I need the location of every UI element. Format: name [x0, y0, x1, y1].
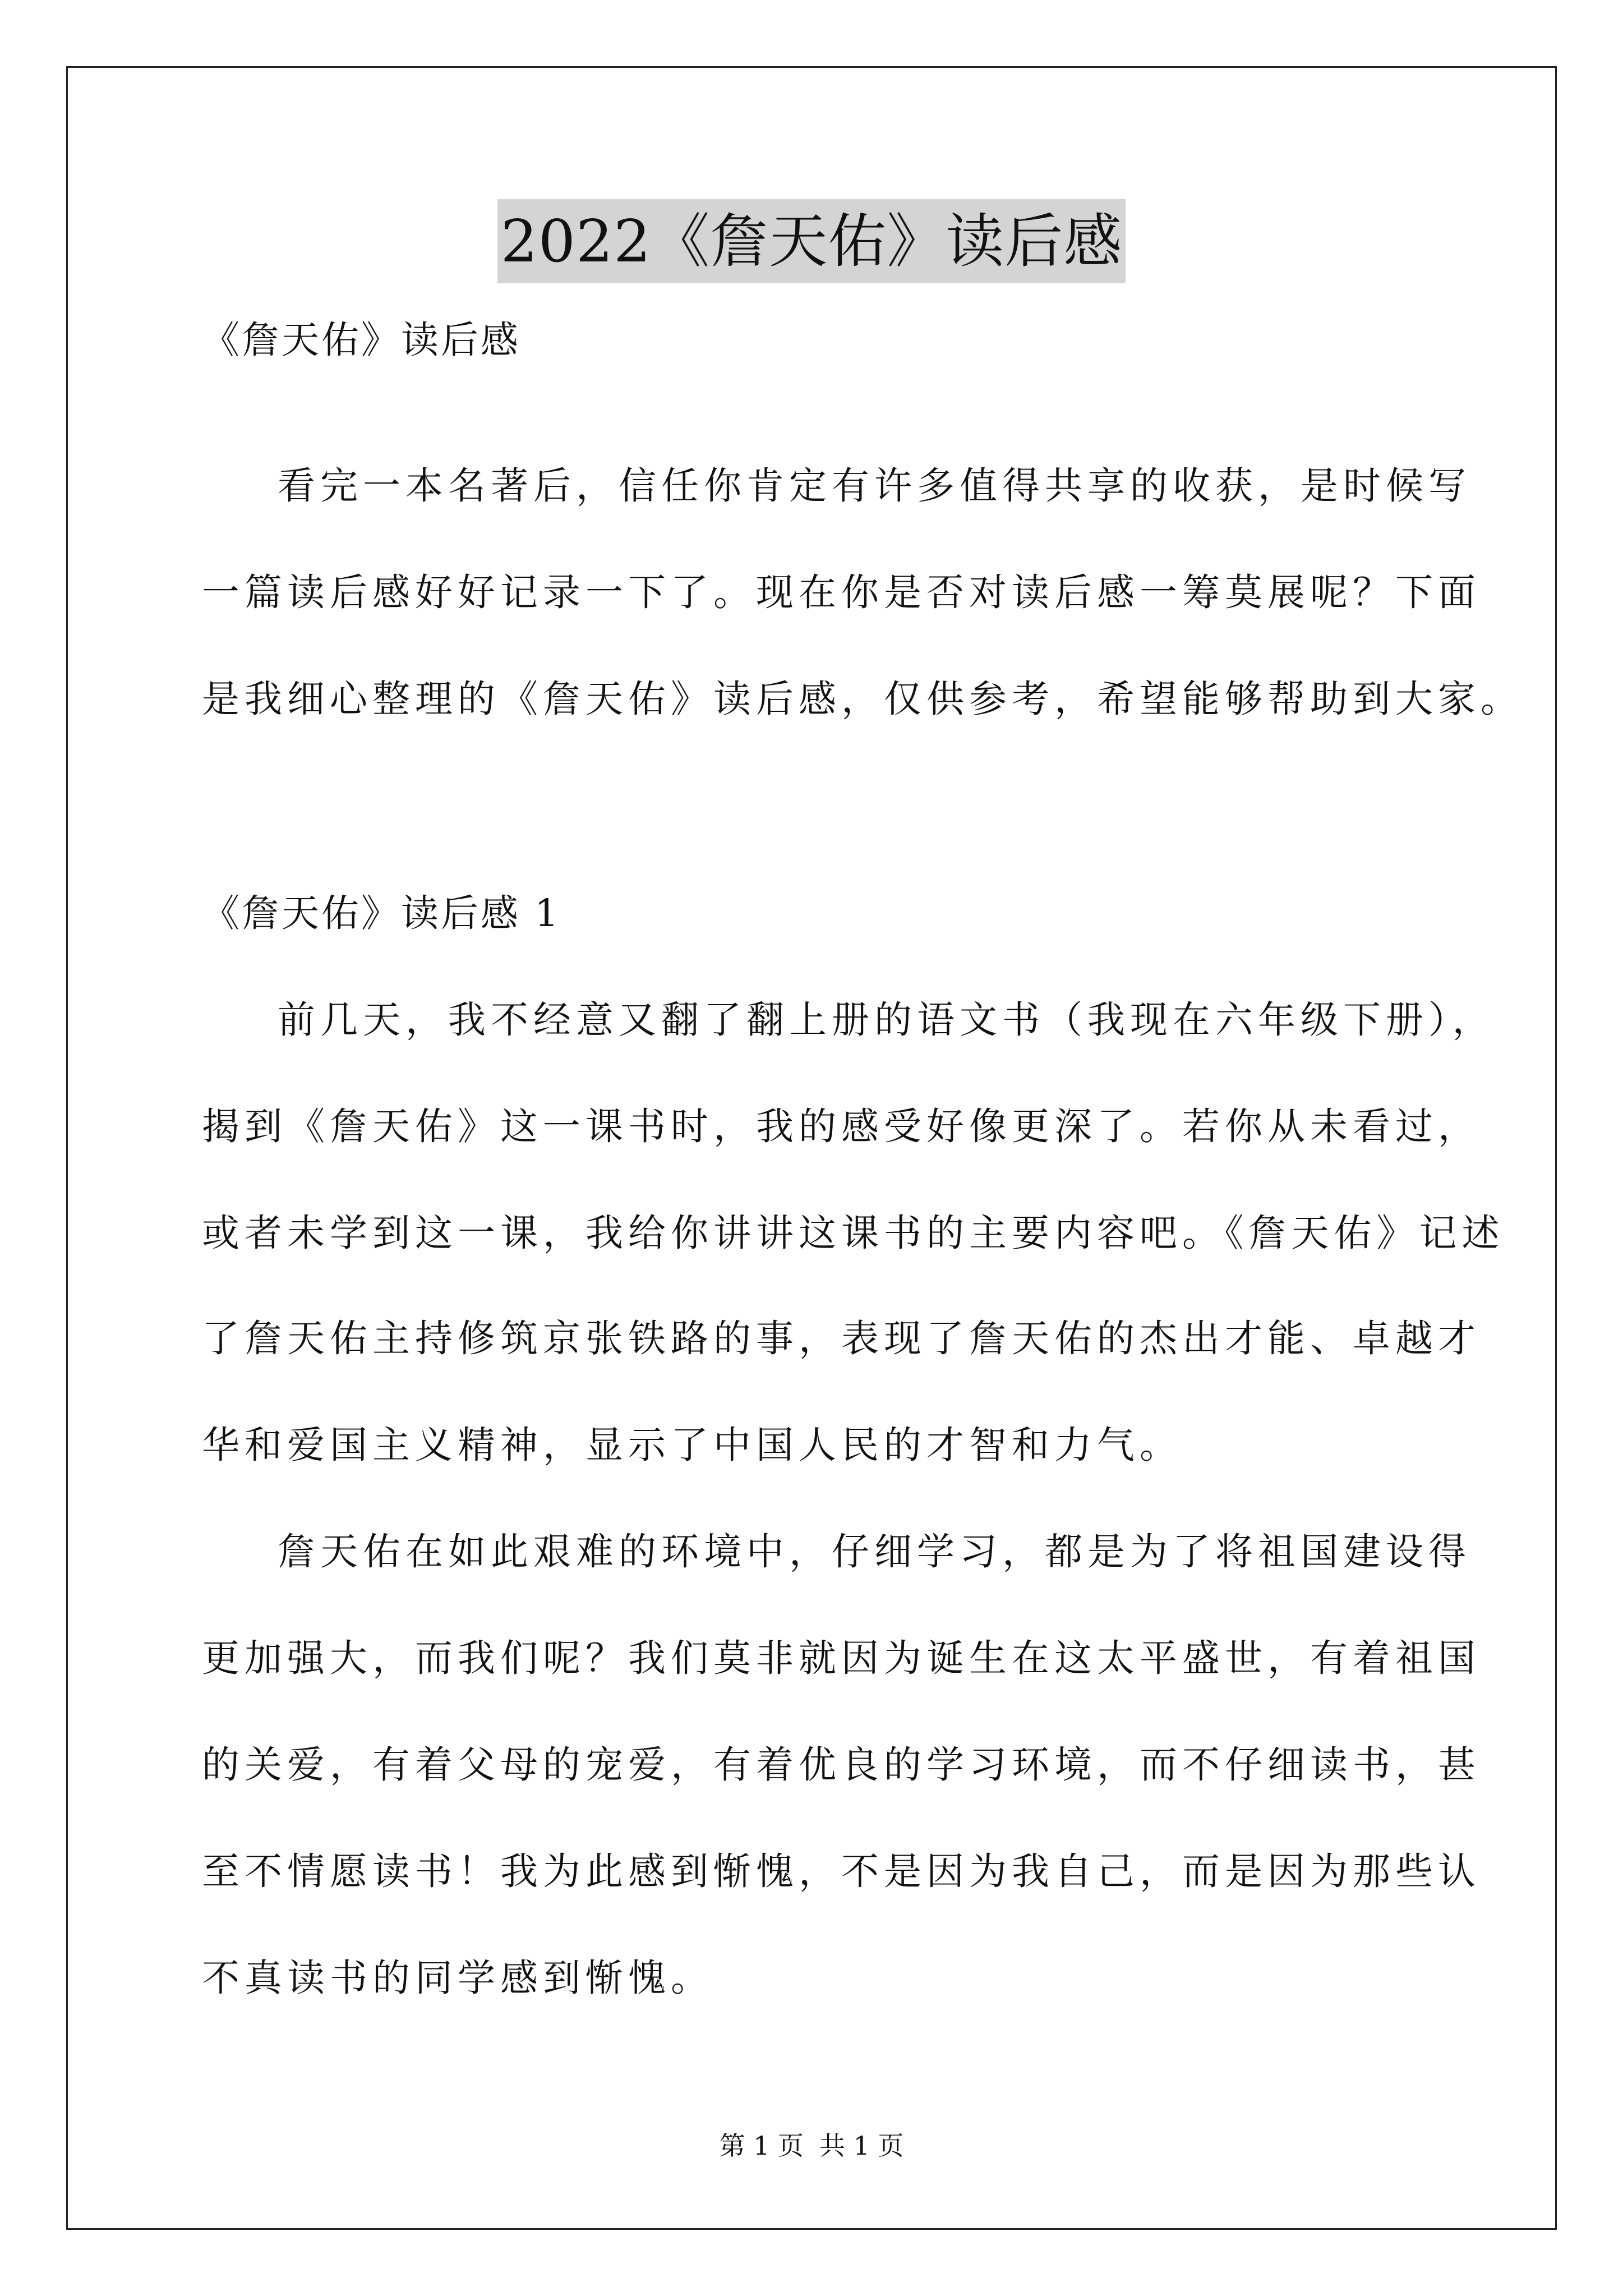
page-current: 第 1 页: [719, 2131, 804, 2161]
para2-line-1: 詹天佑在如此艰难的环境中，仔细学习，都是为了将祖国建设得: [278, 1530, 1471, 1573]
para1-line-2: 揭到《詹天佑》这一课书时，我的感受好像更深了。若你从未看过，: [202, 1105, 1481, 1148]
page-footer: [0, 2129, 1623, 2162]
para1-line-5: 华和爱国主义精神，显示了中国人民的才智和力气。: [202, 1423, 1182, 1467]
page-total: 共 1 页: [819, 2131, 904, 2161]
section1-heading: 《詹天佑》读后感 1: [202, 891, 561, 935]
intro-heading: 《詹天佑》读后感: [202, 318, 520, 362]
intro-line-3: 是我细心整理的《詹天佑》读后感，仅供参考，希望能够帮助到大家。: [202, 677, 1523, 721]
intro-line-2: 一篇读后感好好记录一下了。现在你是否对读后感一筹莫展呢？下面: [202, 570, 1481, 614]
para2-line-2: 更加强大，而我们呢？我们莫非就因为诞生在这太平盛世，有着祖国: [202, 1636, 1481, 1680]
para1-line-3: 或者未学到这一课，我给你讲讲这课书的主要内容吧。《詹天佑》记述: [202, 1211, 1505, 1255]
para2-line-5: 不真读书的同学感到惭愧。: [202, 1956, 713, 2000]
para1-line-4: 了詹天佑主持修筑京张铁路的事，表现了詹天佑的杰出才能、卓越才: [202, 1317, 1481, 1360]
para2-line-3: 的关爱，有着父母的宠爱，有着优良的学习环境，而不仔细读书，甚: [202, 1743, 1481, 1787]
para2-line-4: 至不情愿读书！我为此感到惭愧，不是因为我自己，而是因为那些认: [202, 1849, 1481, 1893]
title-container: [0, 199, 1623, 283]
intro-line-1: 看完一本名著后，信任你肯定有许多值得共享的收获，是时候写: [278, 464, 1471, 508]
para1-line-1: 前几天，我不经意又翻了翻上册的语文书（我现在六年级下册），: [278, 998, 1495, 1042]
document-title: 2022《詹天佑》读后感: [497, 199, 1126, 283]
